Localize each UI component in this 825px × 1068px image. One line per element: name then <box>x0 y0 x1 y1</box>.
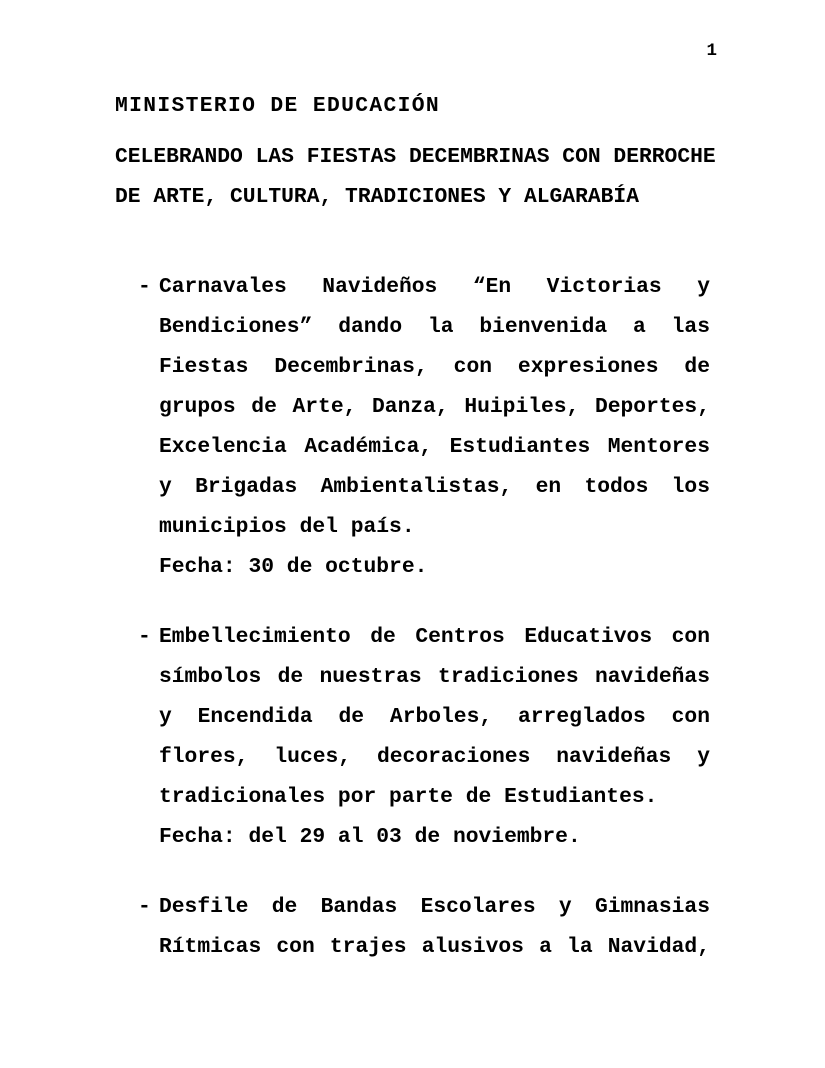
list-item <box>138 267 710 587</box>
bullet-list <box>138 267 710 967</box>
list-item <box>138 887 710 967</box>
list-item-text: Embellecimiento de Centros Educativos con símbolos de nuestras tradiciones navideñas y Encendida de Arboles, arreglados con flores, luces, decoraciones navideñas y tradicionales por parte de Estudiantes. <box>159 625 710 809</box>
list-item-date: Fecha: del 29 al 03 de noviembre. <box>159 825 581 849</box>
page-number: 1 <box>706 41 717 61</box>
bullet-dash: - <box>138 895 151 919</box>
list-item-text: Desfile de Bandas Escolares y Gimnasias Rítmicas con trajes alusivos a la Navidad, <box>159 895 710 959</box>
bullet-dash: - <box>138 625 151 649</box>
bullet-dash: - <box>138 275 151 299</box>
list-item-text: Carnavales Navideños “En Victorias y Bendiciones” dando la bienvenida a las Fiestas Decembrinas, con expresiones de grupos de Arte, Danza, Huipiles, Deportes, Excelencia Académica, Estudiantes Mentores y Brigadas Ambientalistas, en todos los municipios del país. <box>159 275 710 539</box>
document-heading: MINISTERIO DE EDUCACIÓN <box>115 94 440 118</box>
document-title: CELEBRANDO LAS FIESTAS DECEMBRINAS CON DERROCHE DE ARTE, CULTURA, TRADICIONES Y ALGARABÍA <box>115 145 716 209</box>
list-item-date: Fecha: 30 de octubre. <box>159 555 428 579</box>
list-item <box>138 617 710 857</box>
